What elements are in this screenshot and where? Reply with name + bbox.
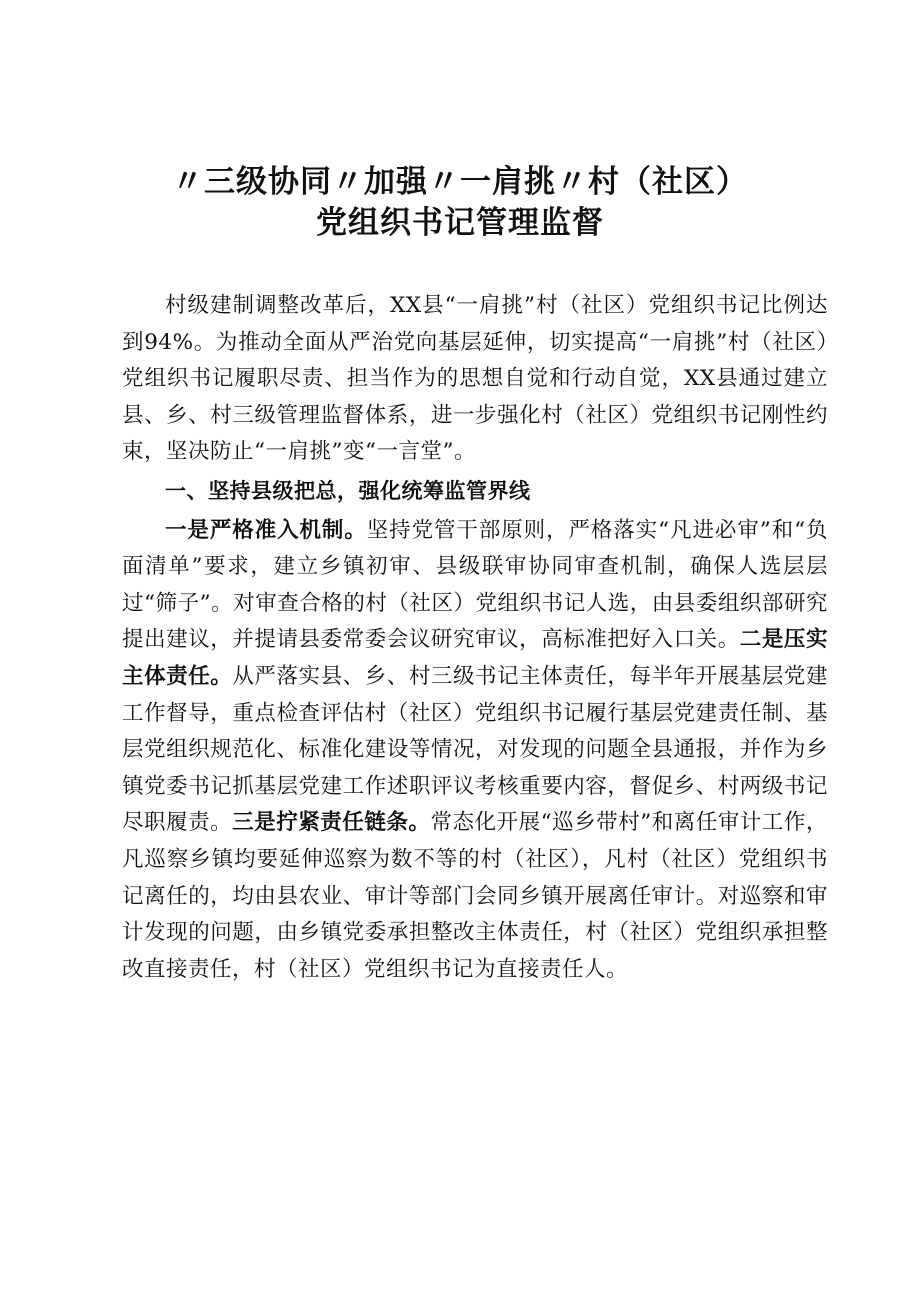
section-heading [122, 473, 828, 511]
point-3-lead: 三是拧紧责任链条。 [232, 810, 431, 836]
document-title-line-1: 〃三级协同〃加强〃一肩挑〃村（社区） [172, 164, 748, 200]
document-title-line-2: 党组织书记管理监督 [316, 205, 604, 241]
section-paragraph [122, 513, 828, 989]
document-body [122, 288, 828, 988]
point-1-lead: 一是严格准入机制。 [165, 517, 367, 543]
intro-paragraph: 村级建制调整改革后，XX县“一肩挑”村（社区）党组织书记比例达到94%。为推动全面从严治党向基层延伸，切实提高“一肩挑”村（社区）党组织书记履职尽责、担当作为的思想自觉和行动自觉，XX县通过建立县、乡、村三级管理监督体系，进一步强化村（社区）党组织书记刚性约束，坚决防止“一肩挑”变“一言堂”。 [122, 293, 828, 465]
point-1-text: 坚持党管干部原则，严格落实“凡进必审”和“负面清单”要求，建立乡镇初审、县级联审协同审查机制，确保人选层层过“筛子”。对审查合格的村（社区）党组织书记人选，由县委组织部研究提出建议，并提请县委常委会议研究审议，高标准把好入口关。 [122, 517, 828, 653]
point-3-text: 常态化开展“巡乡带村”和离任审计工作，凡巡察乡镇均要延伸巡察为数不等的村（社区），凡村（社区）党组织书记离任的，均由县农业、审计等部门会同乡镇开展离任审计。对巡察和审计发现的问题，由乡镇党委承担整改主体责任，村（社区）党组织承担整改直接责任，村（社区）党组织书记为直接责任人。 [122, 810, 828, 982]
point-2-lead: 二是压实主体责任。 [122, 627, 828, 689]
section-heading-text: 一、坚持县级把总，强化统筹监管界线 [165, 478, 531, 503]
point-2-text: 从严落实县、乡、村三级书记主体责任，每半年开展基层党建工作督导，重点检查评估村（社区）党组织书记履行基层党建责任制、基层党组织规范化、标准化建设等情况，对发现的问题全县通报，并作为乡镇党委书记抓基层党建工作述职评议考核重要内容，督促乡、村两级书记尽职履责。 [122, 663, 828, 836]
